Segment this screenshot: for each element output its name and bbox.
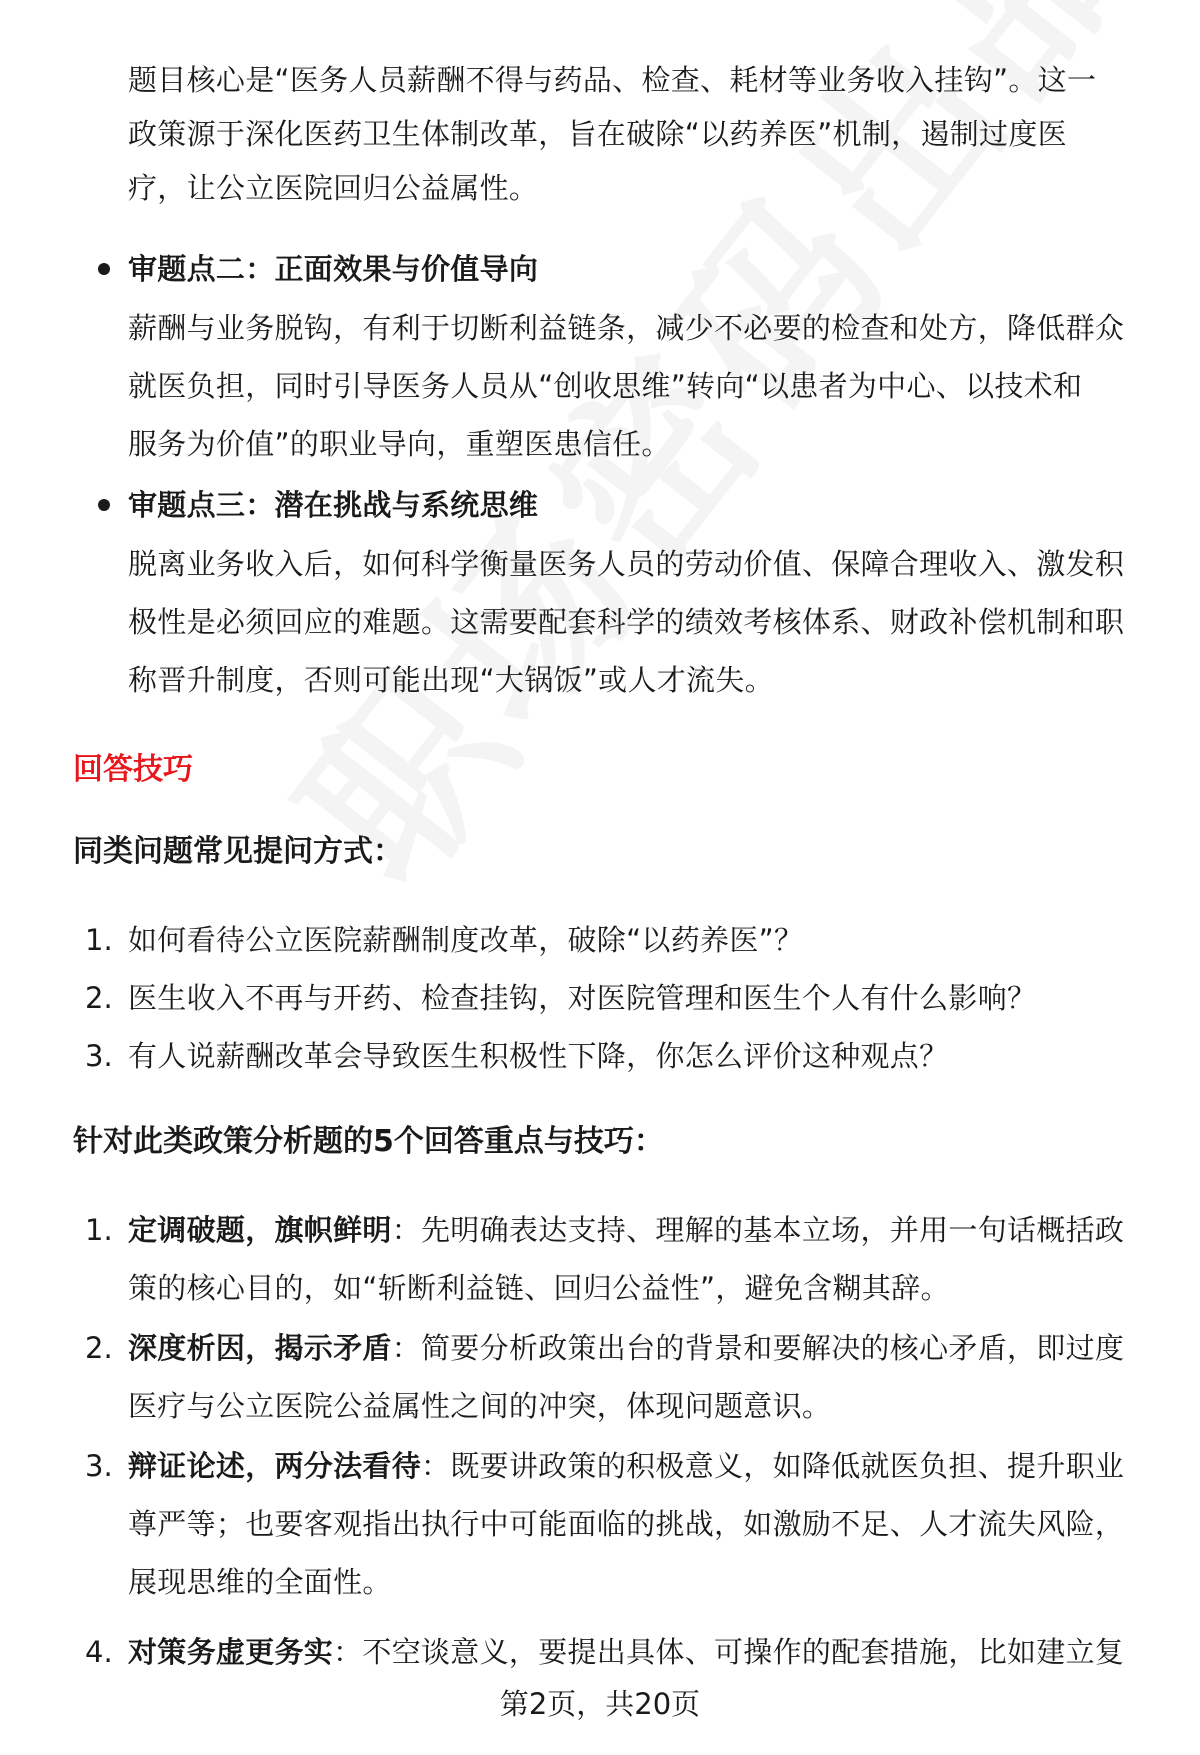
- tip-text: ：既要讲政策的积极意义，如降低就医负担、提升职业: [421, 1449, 1125, 1483]
- common-questions-heading: 同类问题常见提问方式：: [73, 834, 403, 869]
- point-line: 极性是必须回应的难题。这需要配套科学的绩效考核体系、财政补偿机制和职: [128, 605, 1125, 639]
- tips-heading: 针对此类政策分析题的5个回答重点与技巧：: [73, 1124, 664, 1159]
- point-title: 审题点二：正面效果与价值导向: [128, 252, 539, 286]
- page-number-footer: 第2页，共20页: [499, 1687, 701, 1721]
- intro-line: 题目核心是“医务人员薪酬不得与药品、检查、耗材等业务收入挂钩”。这一: [128, 63, 1097, 97]
- list-number: 1.: [85, 1213, 113, 1247]
- tip-text: ：简要分析政策出台的背景和要解决的核心矛盾，即过度: [391, 1331, 1125, 1365]
- bullet-dot: [98, 263, 110, 275]
- list-number: 2.: [85, 1331, 113, 1365]
- tip-item: [128, 1328, 1124, 1368]
- tip-item: [128, 1446, 1124, 1486]
- point-line: 就医负担，同时引导医务人员从“创收思维”转向“以患者为中心、以技术和: [128, 369, 1083, 403]
- tip-text: ：不空谈意义，要提出具体、可操作的配套措施，比如建立复: [333, 1635, 1125, 1669]
- bullet-dot: [98, 499, 110, 511]
- list-number: 3.: [85, 1449, 113, 1483]
- question-item: 有人说薪酬改革会导致医生积极性下降，你怎么评价这种观点？: [128, 1039, 949, 1073]
- tip-keyword: 对策务虚更务实: [128, 1635, 334, 1669]
- point-line: 称晋升制度，否则可能出现“大锅饭”或人才流失。: [128, 663, 774, 697]
- point-line: 服务为价值”的职业导向，重塑医患信任。: [128, 427, 671, 461]
- tip-item: [128, 1632, 1124, 1672]
- tip-keyword: 定调破题，旗帜鲜明: [128, 1213, 392, 1247]
- question-item: 如何看待公立医院薪酬制度改革，破除“以药养医”？: [128, 923, 804, 957]
- intro-line: 疗，让公立医院回归公益属性。: [128, 171, 539, 205]
- tip-keyword: 深度析因，揭示矛盾: [128, 1331, 392, 1365]
- list-number: 1.: [85, 923, 113, 957]
- tip-line: 医疗与公立医院公益属性之间的冲突，体现问题意识。: [128, 1389, 832, 1423]
- tip-line: 尊严等；也要客观指出执行中可能面临的挑战，如激励不足、人才流失风险，: [128, 1507, 1125, 1541]
- tip-item: [128, 1210, 1124, 1250]
- list-number: 2.: [85, 981, 113, 1015]
- point-line: 脱离业务收入后，如何科学衡量医务人员的劳动价值、保障合理收入、激发积: [128, 547, 1125, 581]
- list-number: 3.: [85, 1039, 113, 1073]
- section-heading-answer-tips: 回答技巧: [73, 752, 193, 787]
- question-item: 医生收入不再与开药、检查挂钩，对医院管理和医生个人有什么影响？: [128, 981, 1037, 1015]
- point-title: 审题点三：潜在挑战与系统思维: [128, 488, 539, 522]
- list-number: 4.: [85, 1635, 113, 1669]
- tip-keyword: 辩证论述，两分法看待: [128, 1449, 422, 1483]
- tip-line: 策的核心目的，如“斩断利益链、回归公益性”，避免含糊其辞。: [128, 1271, 950, 1305]
- point-line: 薪酬与业务脱钩，有利于切断利益链条，减少不必要的检查和处方，降低群众: [128, 311, 1125, 345]
- tip-line: 展现思维的全面性。: [128, 1565, 392, 1599]
- intro-line: 政策源于深化医药卫生体制改革，旨在破除“以药养医”机制，遏制过度医: [128, 117, 1067, 151]
- tip-text: ：先明确表达支持、理解的基本立场，并用一句话概括政: [391, 1213, 1125, 1247]
